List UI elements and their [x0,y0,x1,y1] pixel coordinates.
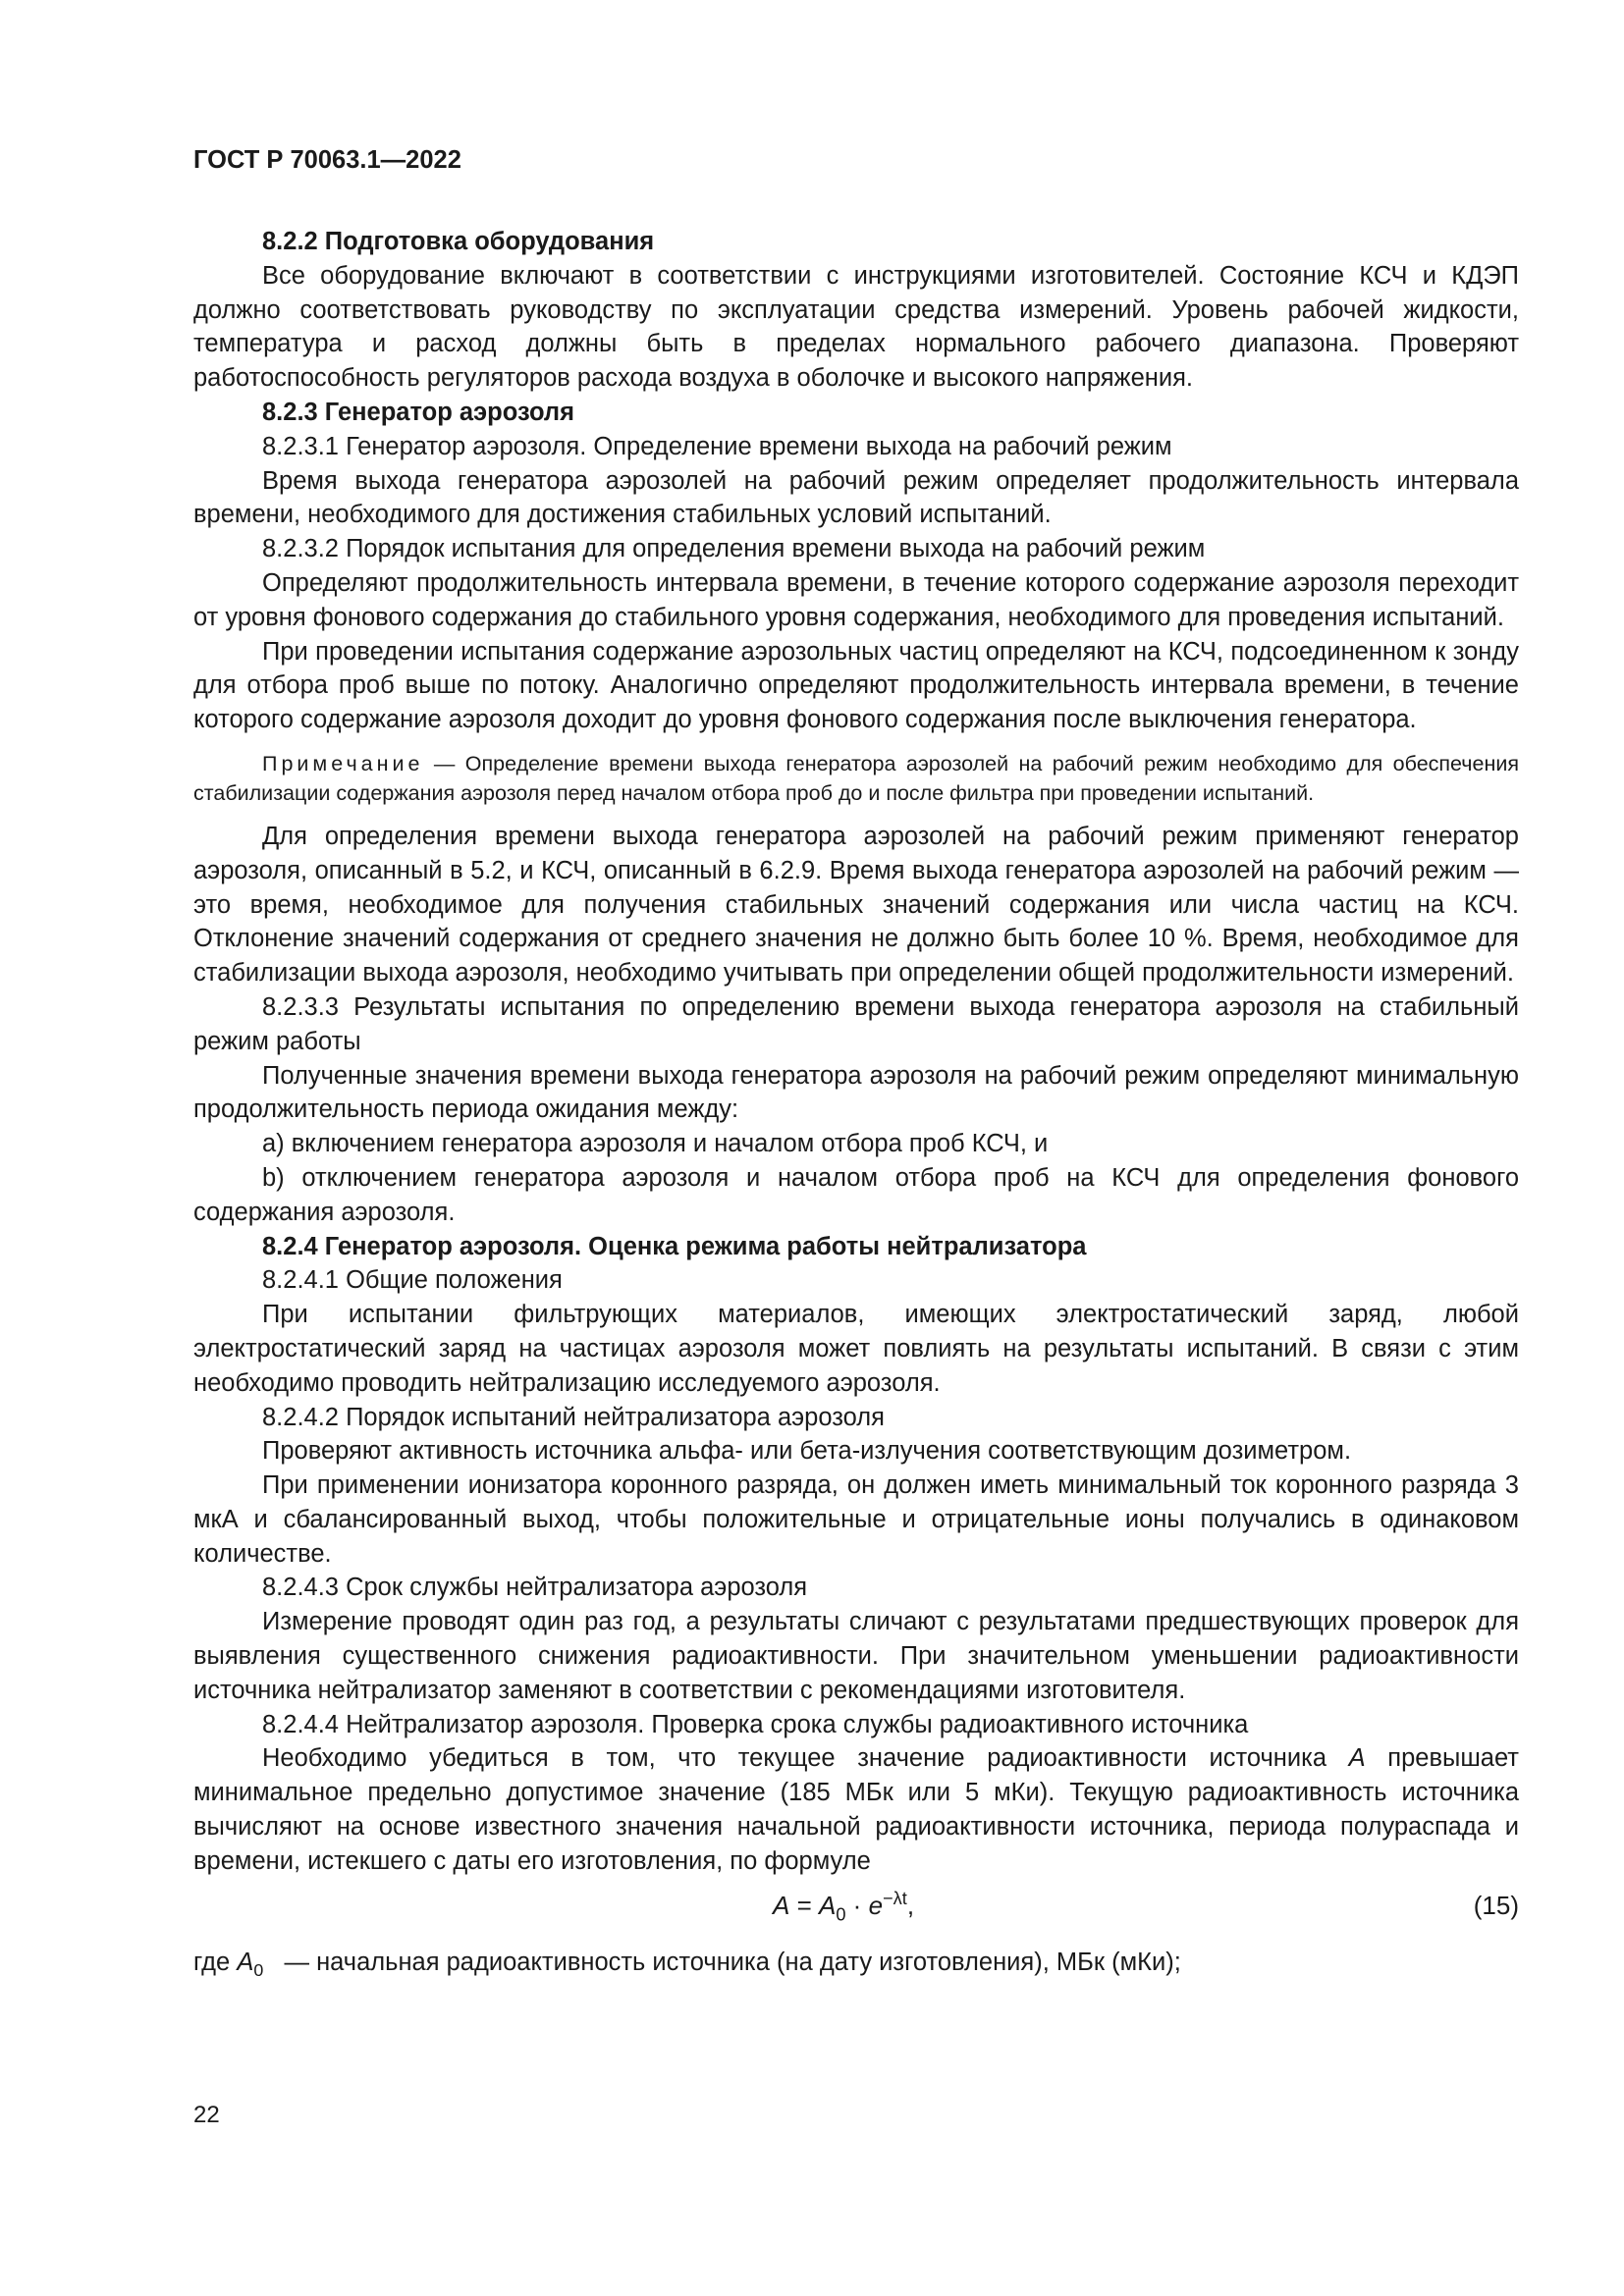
paragraph: При испытании фильтрующих материалов, имеющих электростатический заряд, любой электростатический заряд на частицах аэрозоля может повлиять на результаты испытаний. В связи с этим необходимо проводить нейтрализацию исследуемого аэрозоля. [193,1301,1519,1397]
section-heading-8-2-2: 8.2.2 Подготовка оборудования [262,228,655,255]
where-sub: 0 [253,1959,264,1980]
formula-15 [193,1883,1519,1932]
subsection-heading: 8.2.4.2 Порядок испытаний нейтрализатора аэрозоля [262,1403,885,1431]
formula-eq: = [789,1890,819,1920]
formula-a0-sub: 0 [836,1904,846,1925]
formula-comma: , [906,1890,915,1920]
note-text: — Определение времени выхода генератора аэрозолей на рабочий режим необходимо для обеспечения стабилизации содержания аэрозоля перед началом отбора проб до и после фильтра при проведении испытаний. [193,751,1519,805]
paragraph: Полученные значения времени выхода генератора аэрозоля на рабочий режим определяют минимальную продолжительность периода ожидания между: [193,1061,1519,1124]
formula-lhs: A [773,1890,790,1920]
formula-dot: · [845,1890,869,1920]
paragraph: Все оборудование включают в соответствии с инструкциями изготовителей. Состояние КСЧ и КДЭП должно соответствовать руководству по эксплуатации средства измерений. Уровень рабочей жидкости, температура и расход должны быть в пределах нормального рабочего диапазона. Проверяют работоспособность регуляторов расхода воздуха в оболочке и высокого напряжения. [193,261,1519,393]
subsection-heading: 8.2.3.2 Порядок испытания для определения времени выхода на рабочий режим [262,535,1206,563]
paragraph: Для определения времени выхода генератора аэрозолей на рабочий режим применяют генератор аэрозоля, описанный в 5.2, и КСЧ, описанный в 6.2.9. Время выхода генератора аэрозолей на рабочий режим — это время, необходимое для получения стабильных значений содержания или числа частиц на КСЧ. Отклонение значений содержания от среднего значения не должно быть более 10 %. Время, необходимое для стабилизации выхода аэрозоля, необходимо учитывать при определении общей продолжительности измерений. [193,822,1519,988]
document-header: ГОСТ Р 70063.1—2022 [193,146,461,174]
section-heading-8-2-4: 8.2.4 Генератор аэрозоля. Оценка режима работы нейтрализатора [262,1232,1087,1260]
list-item: a) включением генератора аэрозоля и началом отбора проб КСЧ, и [262,1130,1049,1158]
subsection-heading: 8.2.4.4 Нейтрализатор аэрозоля. Проверка срока службы радиоактивного источника [262,1710,1249,1738]
paragraph-text: Необходимо убедиться в том, что текущее значение радиоактивности источника [262,1744,1349,1773]
paragraph [193,1741,1519,1878]
note-label: Примечание [262,751,424,775]
paragraph: Определяют продолжительность интервала времени, в течение которого содержание аэрозоля переходит от уровня фонового содержания до стабильного уровня содержания, необходимого для проведения испытаний. [193,568,1519,631]
page-number: 22 [193,2102,220,2128]
section-heading-8-2-3: 8.2.3 Генератор аэрозоля [262,398,575,426]
paragraph: Проверяют активность источника альфа- или бета-излучения соответствующим дозиметром. [262,1437,1352,1466]
subsection-heading: 8.2.3.1 Генератор аэрозоля. Определение времени выхода на рабочий режим [262,432,1172,460]
formula-a0: A [818,1890,837,1920]
note [193,749,1519,808]
paragraph-text: превышает минимальное предельно допустимое значение (185 МБк или 5 мКи). Текущую радиоактивность источника вычисляют на основе известного значения начальной радиоактивности источника, периода полураспада и времени, истекшего с даты его изготовления, по формуле [193,1744,1519,1875]
paragraph: При проведении испытания содержание аэрозольных частиц определяют на КСЧ, подсоединенном к зонду для отбора проб выше по потоку. Аналогично определяют продолжительность интервала времени, в течение которого содержание аэрозоля доходит до уровня фонового содержания после выключения генератора. [193,637,1519,734]
subsection-heading: 8.2.4.3 Срок службы нейтрализатора аэрозоля [262,1574,808,1602]
subsection-heading: 8.2.4.1 Общие положения [262,1266,563,1295]
formula-number: (15) [1473,1890,1519,1920]
paragraph: Время выхода генератора аэрозолей на рабочий режим определяет продолжительность интервала времени, необходимого для достижения стабильных условий испытаний. [193,466,1519,529]
subsection-heading: 8.2.3.3 Результаты испытания по определению времени выхода генератора аэрозоля на стабильный режим работы [193,992,1519,1055]
paragraph: Измерение проводят один раз год, а результаты сличают с результатами предшествующих проверок для выявления существенного снижения радиоактивности. При значительном уменьшении радиоактивности источника нейтрализатор заменяют в соответствии с рекомендациями изготовителя. [193,1608,1519,1704]
where-text: — начальная радиоактивность источника (на дату изготовления), МБк (мКи); [263,1948,1181,1976]
document-body [193,225,1519,1979]
where-label: где [193,1948,238,1976]
formula-exponent: −λt [883,1888,907,1908]
variable-a: A [1348,1744,1366,1773]
formula-e: e [868,1890,884,1920]
where-clause [193,1946,1519,1980]
list-item: b) отключением генератора аэрозоля и началом отбора проб на КСЧ для определения фонового содержания аэрозоля. [193,1163,1519,1226]
where-variable: A [237,1948,254,1976]
formula-expression [773,1889,914,1923]
paragraph: При применении ионизатора коронного разряда, он должен иметь минимальный ток коронного разряда 3 мкА и сбалансированный выход, чтобы положительные и отрицательные ионы получались в одинаковом количестве. [193,1471,1519,1568]
